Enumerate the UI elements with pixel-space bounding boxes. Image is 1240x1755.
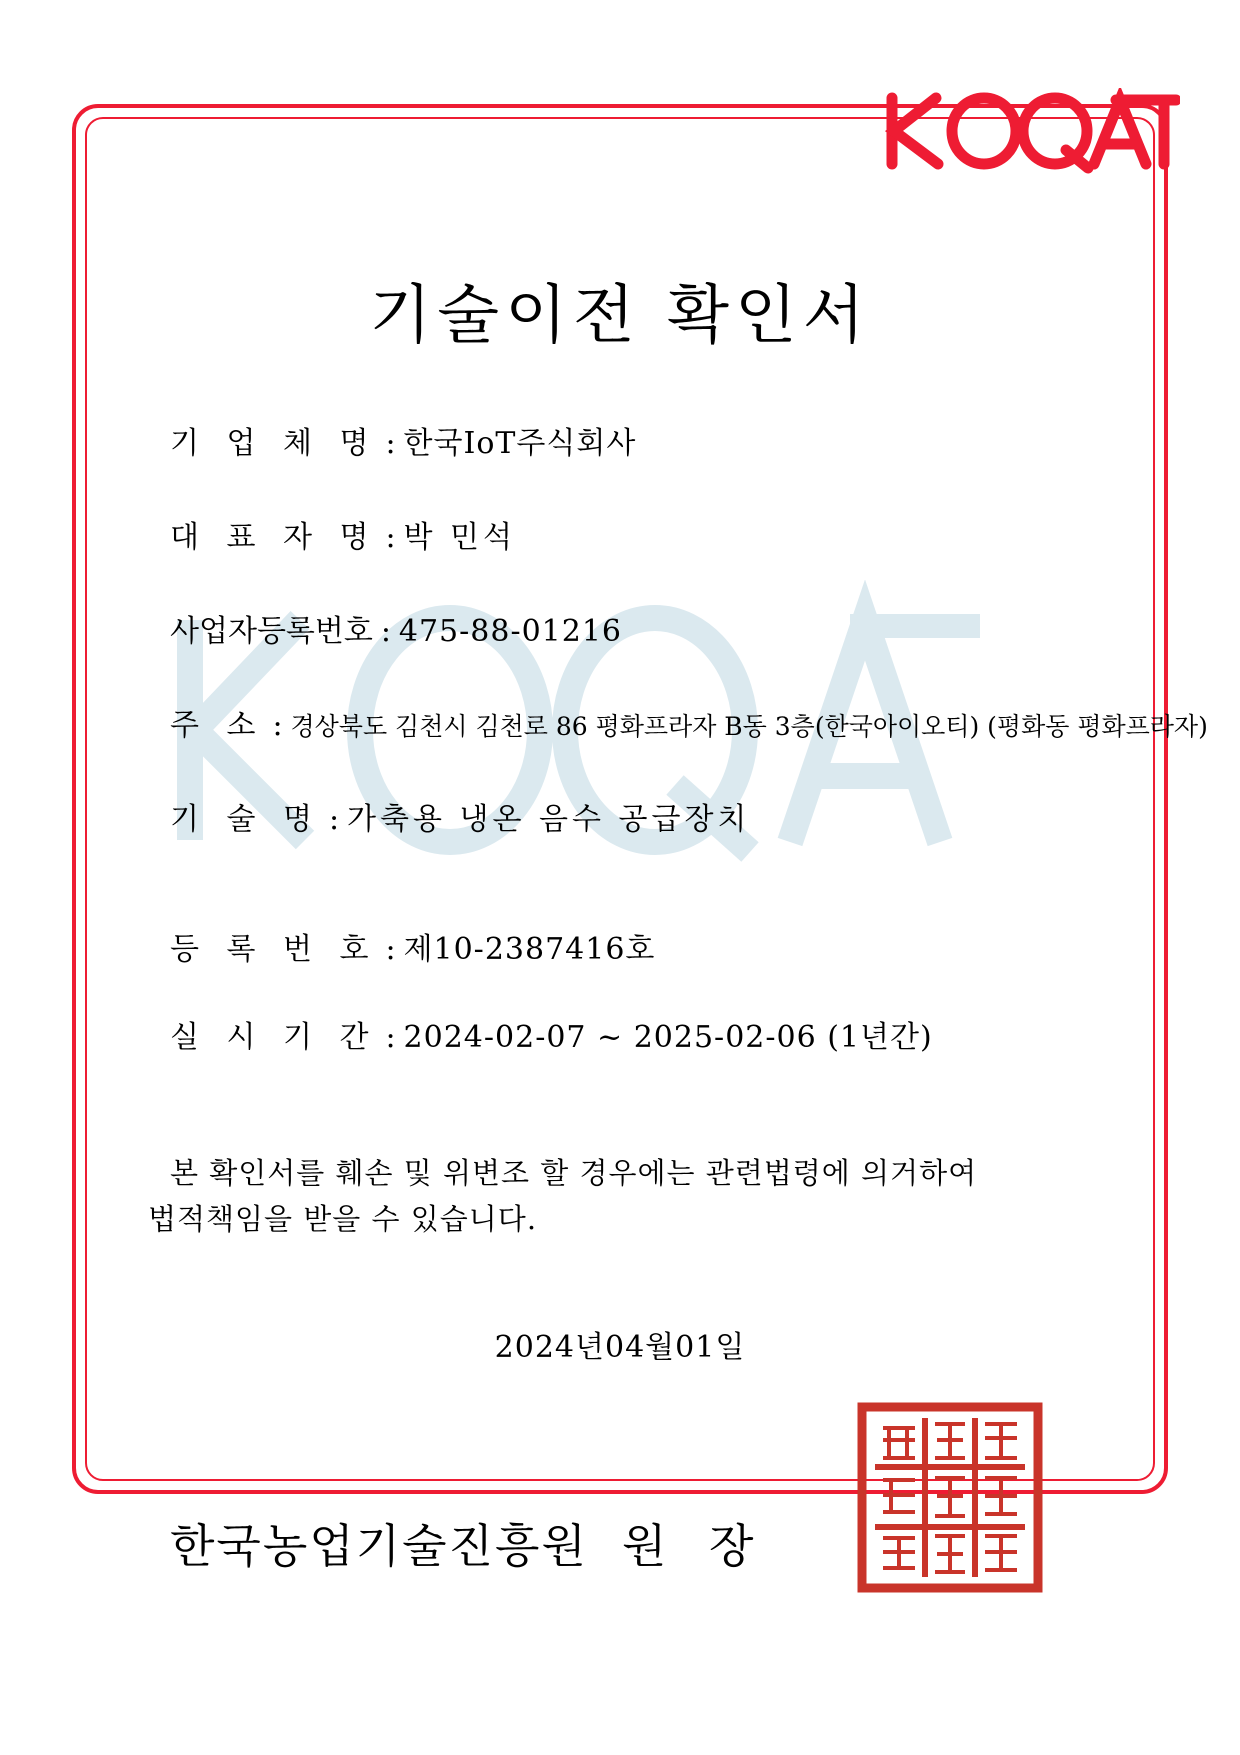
field-company-name bbox=[170, 424, 1130, 464]
legal-notice-line-1: 본 확인서를 훼손 및 위변조 할 경우에는 관련법령에 의거하여 bbox=[170, 1156, 978, 1190]
field-value-address: 경상북도 김천시 김천로 86 평화프라자 B동 3층(한국아이오티) (평화동 평화프라자) bbox=[290, 712, 1208, 741]
field-value-representative-name: 박 민석 bbox=[403, 520, 517, 555]
field-business-registration-number bbox=[170, 612, 1130, 652]
field-value-business-registration-number: 475-88-01216 bbox=[398, 614, 623, 649]
field-address bbox=[170, 706, 1208, 747]
field-value-company-name: 한국IoT주식회사 bbox=[403, 426, 637, 461]
field-registration-number bbox=[170, 930, 1130, 970]
field-value-implementation-period: 2024-02-07 ~ 2025-02-06 (1년간) bbox=[403, 1020, 933, 1055]
legal-notice-line-2: 법적책임을 받을 수 있습니다. bbox=[148, 1202, 538, 1236]
field-colon: : bbox=[272, 708, 283, 743]
field-colon: : bbox=[385, 932, 396, 967]
field-value-registration-number: 제10-2387416호 bbox=[403, 932, 656, 967]
field-colon: : bbox=[328, 802, 340, 837]
field-label-implementation-period: 실 시 기 간 bbox=[170, 1020, 378, 1055]
field-label-registration-number: 등 록 번 호 bbox=[170, 932, 378, 967]
legal-notice bbox=[148, 1150, 1098, 1242]
koat-logo bbox=[880, 88, 1180, 174]
official-seal bbox=[855, 1400, 1045, 1595]
field-colon: : bbox=[380, 614, 391, 649]
field-technology-name bbox=[170, 800, 1130, 840]
field-label-company-name: 기 업 체 명 bbox=[170, 426, 378, 461]
field-label-representative-name: 대 표 자 명 bbox=[170, 520, 378, 555]
field-label-address: 주 소 bbox=[170, 708, 265, 743]
field-representative-name bbox=[170, 518, 1130, 558]
signer-organization: 한국농업기술진흥원 bbox=[170, 1519, 588, 1573]
field-colon: : bbox=[385, 520, 396, 555]
field-label-technology-name: 기 술 명 bbox=[170, 802, 322, 837]
field-value-technology-name: 가축용 냉온 음수 공급장치 bbox=[347, 802, 751, 837]
signer-line bbox=[170, 1510, 767, 1576]
issue-date: 2024년04월01일 bbox=[494, 1330, 746, 1365]
field-colon: : bbox=[385, 1020, 396, 1055]
field-label-business-registration-number: 사업자등록번호 bbox=[170, 614, 373, 649]
signer-position: 원 장 bbox=[621, 1519, 768, 1573]
field-colon: : bbox=[385, 426, 396, 461]
field-implementation-period bbox=[170, 1018, 1130, 1058]
page-title: 기술이전 확인서 bbox=[369, 279, 871, 353]
